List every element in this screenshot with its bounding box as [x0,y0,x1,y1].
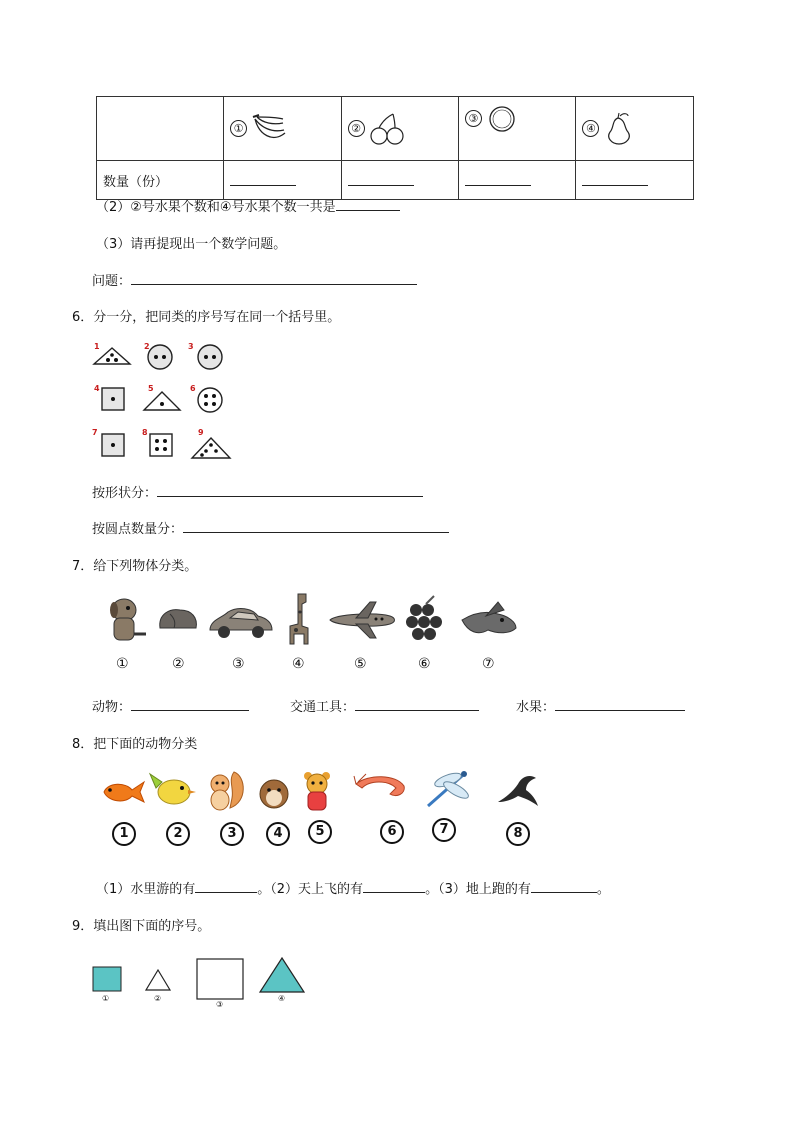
object-label: ③ [232,656,245,672]
answer-blank[interactable] [157,496,423,497]
q7-transport [290,696,479,715]
land-label: 。（3）地上跑的有 [425,882,531,897]
q6-by-dots [92,518,449,537]
fruit-table [96,96,694,200]
shape-number: 2 [144,342,150,351]
object-label: ① [116,656,129,672]
car-icon [208,606,274,640]
fruit-number: ① [230,120,247,137]
shape-number: 8 [142,428,148,437]
goldfish-icon [98,778,146,806]
object-label: ⑥ [418,656,431,672]
shape-label: ④ [278,994,286,1003]
q5-part3: （3）请再提现出一个数学问题。 [96,237,287,252]
quantity-blank[interactable] [576,161,694,200]
answer-blank[interactable] [336,210,400,211]
q6-by-shape [92,482,423,501]
quantity-blank[interactable] [341,161,458,200]
object-label: ⑤ [354,656,367,672]
circle-shape [196,343,224,371]
answer-blank[interactable] [363,892,425,893]
animals-label: 动物： [92,700,132,715]
table-header-cell [341,97,458,161]
q9-shapes [92,956,312,1012]
grapes-icon [404,594,444,648]
q7-objects [98,590,528,650]
shrimp-icon [352,772,410,802]
circle-shape [146,343,174,371]
q5-part2-text: （2）②号水果个数和④号水果个数一共是 [96,200,336,215]
shape-number: 5 [148,384,154,393]
small-triangle [144,968,172,992]
table-header-cell [224,97,341,161]
square-shape [148,432,174,458]
object-label: ② [172,656,185,672]
triangle-shape [92,346,132,366]
dragonfly-icon [422,768,472,812]
shape-number: 6 [190,384,196,393]
object-label: ④ [292,656,305,672]
circle-shape [196,386,224,414]
answer-blank[interactable] [355,710,479,711]
q8-animals [96,766,546,816]
banana-icon [251,113,287,145]
sky-label: 。（2）天上飞的有 [257,882,364,897]
q7-title: 7．给下列物体分类。 [72,559,198,574]
square-shape [100,432,126,458]
answer-blank[interactable] [183,532,449,533]
transport-label: 交通工具： [290,700,356,715]
table-header-cell [458,97,575,161]
answer-blank[interactable] [195,892,257,893]
shape-number: 1 [94,342,100,351]
answer-blank[interactable] [531,892,597,893]
hamster-icon [258,776,290,810]
quantity-blank[interactable] [224,161,341,200]
q7-labels [106,656,526,676]
by-shape-label: 按形状分： [92,486,158,501]
shape-label: ② [154,994,162,1003]
q5-part2 [96,196,400,215]
shape-number: 9 [198,428,204,437]
answer-blank[interactable] [555,710,685,711]
table-header-cell [576,97,694,161]
answer-blank[interactable] [131,710,249,711]
fruit-number: ④ [582,120,599,137]
shape-number: 4 [94,384,100,393]
water-label: （1）水里游的有 [96,882,196,897]
q5-question [92,270,417,289]
shape-number: 7 [92,428,98,437]
object-label: ⑦ [482,656,495,672]
table-corner-cell [97,97,224,161]
q8-answers [96,878,610,897]
q6-shapes [92,342,242,462]
fruit-label: 水果： [516,700,556,715]
animal-label: 1 [112,822,136,846]
shape-label: ① [102,994,110,1003]
fruit-number: ② [348,120,365,137]
bird-icon [458,600,520,642]
squirrel-icon [204,768,246,812]
orange-icon [486,103,520,133]
q6-title: 6．分一分，把同类的序号写在同一个括号里。 [72,310,341,325]
quantity-blank[interactable] [458,161,575,200]
animal-label: 4 [266,822,290,846]
square-shape [100,386,126,412]
bear-icon [300,770,334,812]
animal-label: 5 [308,820,332,844]
fruit-number: ③ [465,110,482,127]
airplane-icon [326,600,398,640]
animal-label: 3 [220,822,244,846]
giraffe-icon [284,592,314,648]
cherry-icon [369,112,405,146]
shape-label: ③ [216,1000,224,1009]
q7-animals [92,696,249,715]
bird-icon [148,770,198,810]
shape-number: 3 [188,342,194,351]
animal-label: 8 [506,822,530,846]
pear-icon [604,112,634,146]
q8-title: 8．把下面的动物分类 [72,737,198,752]
animal-label: 2 [166,822,190,846]
triangle-shape [142,390,182,412]
question-label: 问题： [92,274,132,289]
q8-labels [112,822,552,848]
answer-blank[interactable] [131,284,417,285]
end-punct: 。 [596,882,610,897]
by-dots-label: 按圆点数量分： [92,522,184,537]
swallow-icon [496,772,540,810]
q9-title: 9．填出图下面的序号。 [72,919,211,934]
large-square [196,958,244,1000]
small-filled-square [92,966,122,992]
animal-label: 6 [380,820,404,844]
large-filled-triangle [258,956,306,994]
quantity-label: 数量（份） [97,161,224,200]
animal-label: 7 [432,818,456,842]
dog-icon [102,594,148,646]
triangle-shape [190,436,232,460]
q7-fruit [516,696,685,715]
stone-icon [156,604,200,634]
